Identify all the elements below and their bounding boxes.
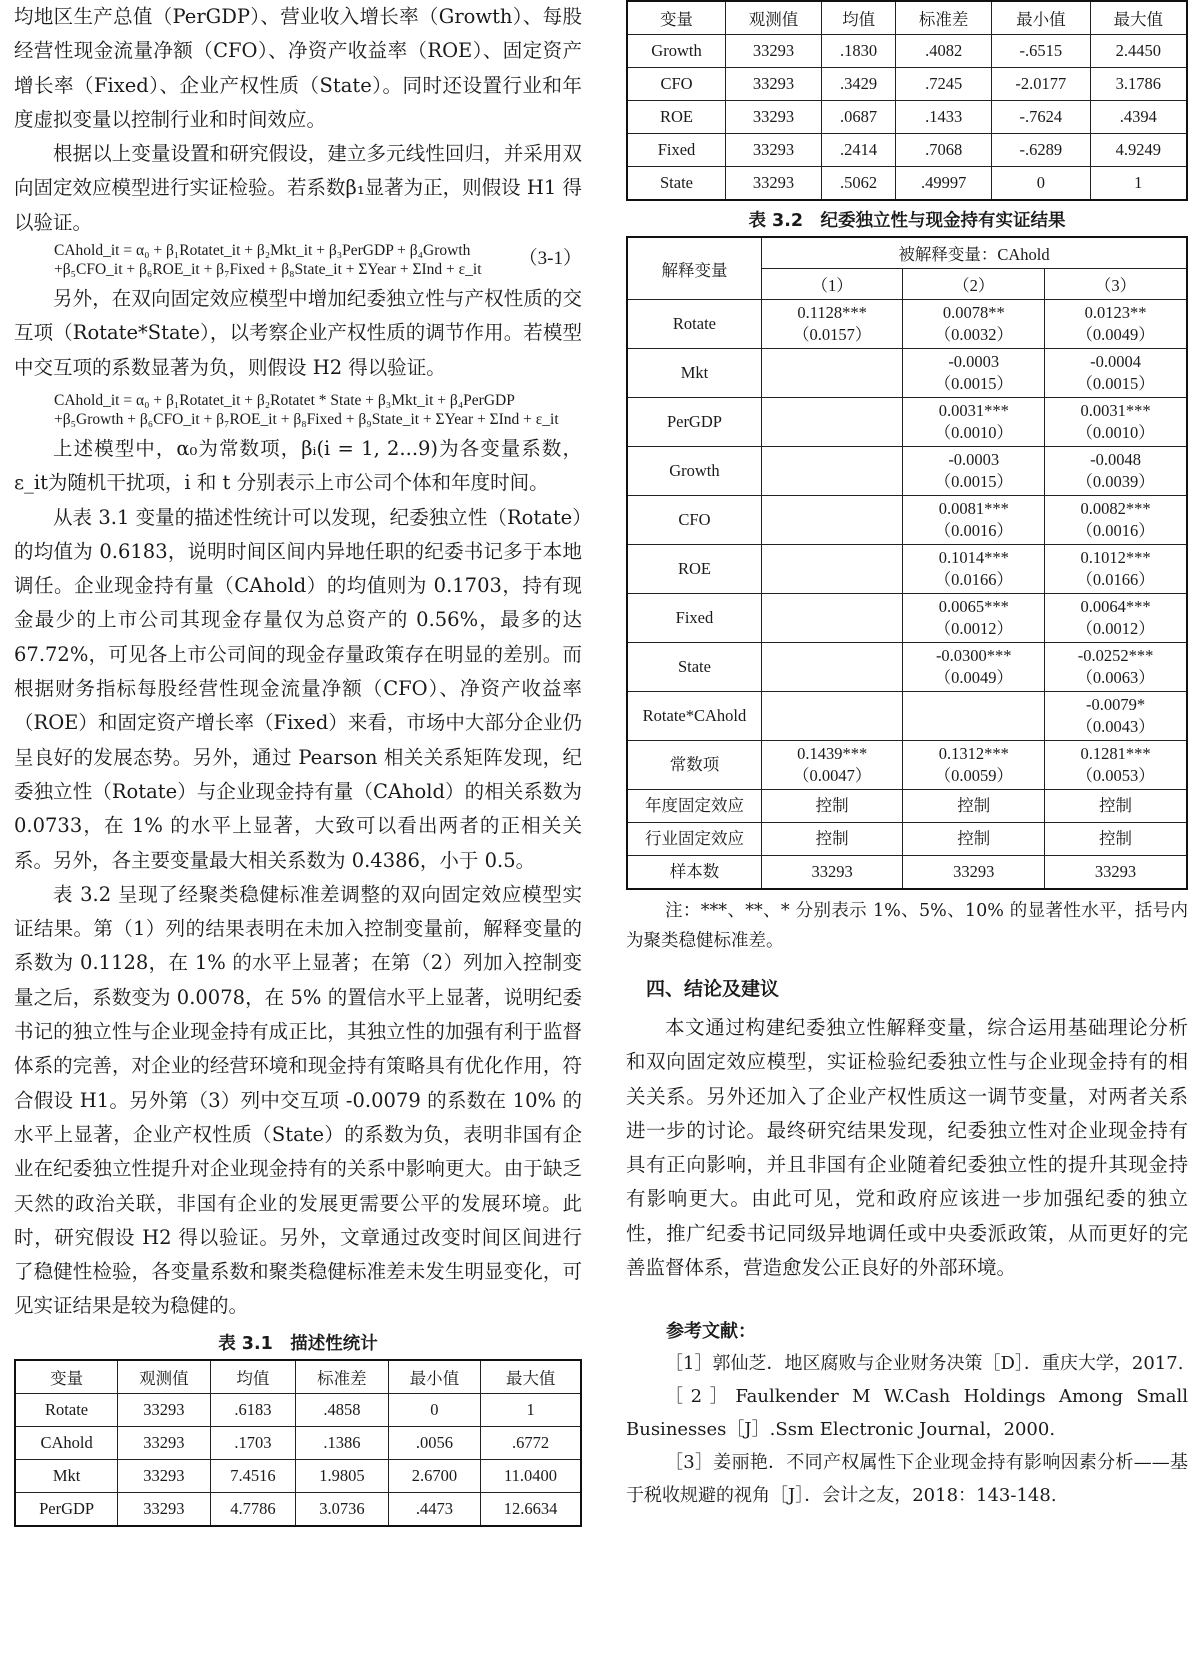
coefficient-cell xyxy=(1045,349,1187,398)
coefficient-cell xyxy=(903,398,1045,447)
variable-name: Growth xyxy=(627,447,761,496)
coefficient-cell xyxy=(903,349,1045,398)
reference-item: ［2］Faulkender M W.Cash Holdings Among Small Businesses［J］.Ssm Electronic Journal，2000. xyxy=(626,1386,1188,1441)
table-cell: 2.4450 xyxy=(1090,35,1187,68)
standard-error: （0.0012） xyxy=(934,619,1013,638)
table-row xyxy=(627,35,1187,68)
table-cell: State xyxy=(627,167,726,201)
table-header: 均值 xyxy=(210,1360,295,1394)
column-header: （1） xyxy=(761,269,903,300)
standard-error: （0.0053） xyxy=(1076,766,1155,785)
standard-error: （0.0010） xyxy=(934,423,1013,442)
standard-error: （0.0047） xyxy=(792,766,872,785)
table-cell: 3.1786 xyxy=(1090,68,1187,101)
group-header: 被解释变量：CAhold xyxy=(761,237,1187,269)
table-cell: 33293 xyxy=(118,1459,210,1492)
equation-3-1 xyxy=(54,241,582,279)
coefficient-value: 0.0081*** xyxy=(938,499,1009,518)
section-title: 四、结论及建议 xyxy=(646,978,780,1000)
table-row xyxy=(627,594,1187,643)
table-cell: .2414 xyxy=(821,134,895,167)
coefficient-value: 0.0065*** xyxy=(938,597,1009,616)
standard-error: （0.0049） xyxy=(1076,325,1155,344)
table-cell: .0056 xyxy=(388,1426,480,1459)
conclusion-paragraph: 本文通过构建纪委独立性解释变量，综合运用基础理论分析和双向固定效应模型，实证检验纪委独立性与企业现金持有的相关关系。另外还加入了企业产权性质这一调节变量，对两者关系进一步的讨论。最终研究结果发现，纪委独立性对企业现金持有具有正向影响，并且非国有企业随着纪委独立性的提升其现金持有影响更大。由此可见，党和政府应该进一步加强纪委的独立性，推广纪委书记同级异地调任或中央委派政策，从而更好的完善监督体系，营造愈发公正良好的外部环境。 xyxy=(626,1016,1188,1280)
table-cell: .0687 xyxy=(821,101,895,134)
table-row xyxy=(627,496,1187,545)
table-cell: CAhold xyxy=(15,1426,118,1459)
table-cell: 33293 xyxy=(761,856,903,890)
coefficient-cell xyxy=(903,496,1045,545)
table-cell: 控制 xyxy=(1045,823,1187,856)
table-cell: .1386 xyxy=(296,1426,388,1459)
standard-error: （0.0010） xyxy=(1076,423,1155,442)
table-cell: 33293 xyxy=(726,68,822,101)
table-header: 最小值 xyxy=(388,1360,480,1394)
coefficient-value: -0.0252*** xyxy=(1077,646,1154,665)
table-cell: Fixed xyxy=(627,134,726,167)
table-cell: .4394 xyxy=(1090,101,1187,134)
standard-error: （0.0016） xyxy=(1076,521,1155,540)
variable-name: 行业固定效应 xyxy=(627,823,761,856)
table-cell: 33293 xyxy=(118,1426,210,1459)
table-row xyxy=(627,856,1187,890)
table-cell: -2.0177 xyxy=(992,68,1090,101)
descriptive-stats-table-continued xyxy=(626,0,1188,201)
table-row xyxy=(627,349,1187,398)
coefficient-cell xyxy=(1045,300,1187,349)
coefficient-value: 0.0082*** xyxy=(1080,499,1151,518)
coefficient-cell xyxy=(761,643,903,692)
table-cell: 0 xyxy=(388,1393,480,1426)
table-row xyxy=(627,68,1187,101)
table-row xyxy=(627,790,1187,823)
table-cell: 33293 xyxy=(1045,856,1187,890)
coefficient-cell xyxy=(1045,447,1187,496)
table-header: 均值 xyxy=(821,1,895,35)
references-title: 参考文献： xyxy=(666,1321,756,1343)
table-row xyxy=(15,1426,581,1459)
coefficient-cell xyxy=(1045,594,1187,643)
table-cell: Rotate xyxy=(15,1393,118,1426)
table-row xyxy=(15,1492,581,1526)
equation-interaction xyxy=(54,391,582,429)
table-cell: 1 xyxy=(1090,167,1187,201)
variable-name: Fixed xyxy=(627,594,761,643)
variable-name: Rotate xyxy=(627,300,761,349)
standard-error: （0.0063） xyxy=(1076,668,1155,687)
coefficient-cell xyxy=(761,741,903,790)
column-header: （2） xyxy=(903,269,1045,300)
coefficient-value: -0.0004 xyxy=(1090,352,1141,371)
coefficient-value: -0.0079* xyxy=(1085,695,1146,714)
standard-error: （0.0166） xyxy=(1076,570,1155,589)
coefficient-value: 0.0031*** xyxy=(938,401,1009,420)
table-note: 注：***、**、* 分别表示 1%、5%、10% 的显著性水平，括号内为聚类稳健标准差。 xyxy=(626,901,1188,951)
table-cell: ROE xyxy=(627,101,726,134)
table-cell: .6183 xyxy=(210,1393,295,1426)
variable-name: PerGDP xyxy=(627,398,761,447)
table-cell: -.6289 xyxy=(992,134,1090,167)
table-row xyxy=(627,167,1187,201)
table-cell: .1830 xyxy=(821,35,895,68)
table-header: 最大值 xyxy=(1090,1,1187,35)
table-row xyxy=(627,447,1187,496)
coefficient-cell xyxy=(761,692,903,741)
coefficient-value: 0.1312*** xyxy=(938,744,1009,763)
coefficient-cell xyxy=(761,496,903,545)
column-header: （3） xyxy=(1045,269,1187,300)
variable-name: 常数项 xyxy=(627,741,761,790)
coefficient-cell xyxy=(761,545,903,594)
table-cell: 1 xyxy=(481,1393,581,1426)
table-cell: .5062 xyxy=(821,167,895,201)
table-row xyxy=(15,1459,581,1492)
table-cell: 3.0736 xyxy=(296,1492,388,1526)
standard-error: （0.0043） xyxy=(1076,717,1155,736)
table-cell: .7245 xyxy=(896,68,992,101)
table-cell: 控制 xyxy=(903,823,1045,856)
coefficient-cell xyxy=(761,349,903,398)
equation-line: +β₅CFO_it + β₆ROE_it + β₇Fixed + β₈State_it + ΣYear + ΣInd + ε_it xyxy=(54,261,482,279)
table-row xyxy=(627,741,1187,790)
body-paragraph: 另外，在双向固定效应模型中增加纪委独立性与产权性质的交互项（Rotate*State），以考察企业产权性质的调节作用。若模型中交互项的系数显著为负，则假设 H2 得以验证。 xyxy=(14,287,582,379)
table-header: 观测值 xyxy=(118,1360,210,1394)
table-cell: .7068 xyxy=(896,134,992,167)
table-cell: 11.0400 xyxy=(481,1459,581,1492)
table-cell: 12.6634 xyxy=(481,1492,581,1526)
table-cell: .49997 xyxy=(896,167,992,201)
table-cell: .6772 xyxy=(481,1426,581,1459)
coefficient-cell xyxy=(903,741,1045,790)
coefficient-cell xyxy=(903,692,1045,741)
coefficient-cell xyxy=(903,447,1045,496)
table-cell: 33293 xyxy=(903,856,1045,890)
coefficient-cell xyxy=(1045,496,1187,545)
equation-line: CAhold_it = α₀ + β₁Rotatet_it + β₂Mkt_it + β₃PerGDP + β₄Growth xyxy=(54,242,471,260)
variable-name: Mkt xyxy=(627,349,761,398)
body-paragraph: 表 3.2 呈现了经聚类稳健标准差调整的双向固定效应模型实证结果。第（1）列的结果表明在未加入控制变量前，解释变量的系数为 0.1128，在 1% 的水平上显著；在第（2）列加入控制变量之后，系数变为 0.0078，在 5% 的置信水平上显著，说明纪委书记的独立性与企业现金持有成正比，其独立性的加强有利于监督体系的完善，对企业的经营环境和现金持有策略具有优化作用，符合假设 H1。另外第（3）列中交互项 -0.0079 的系数在 10% 的水平上显著，企业产权性质（State）的系数为负，表明非国有企业在纪委独立性提升对企业现金持有的关系中影响更大。由于缺乏天然的政治关联，非国有企业的发展更需要公平的发展环境。此时，研究假设 H2 得以验证。另外，文章通过改变时间区间进行了稳健性检验，各变量系数和聚类稳健标准差未发生明显变化，可见实证结果是较为稳健的。 xyxy=(14,882,582,1318)
table-cell: 控制 xyxy=(761,790,903,823)
table-row xyxy=(627,398,1187,447)
table-row xyxy=(627,545,1187,594)
table-cell: 33293 xyxy=(726,101,822,134)
coefficient-value: 0.1014*** xyxy=(938,548,1009,567)
table-cell: .3429 xyxy=(821,68,895,101)
table-header: 最大值 xyxy=(481,1360,581,1394)
table-row xyxy=(627,823,1187,856)
variable-name: CFO xyxy=(627,496,761,545)
table-header: 观测值 xyxy=(726,1,822,35)
table-cell: .1433 xyxy=(896,101,992,134)
coefficient-value: -0.0003 xyxy=(948,450,1000,469)
coefficient-cell xyxy=(903,545,1045,594)
coefficient-cell xyxy=(1045,741,1187,790)
table-cell: 33293 xyxy=(726,134,822,167)
table-header: 变量 xyxy=(15,1360,118,1394)
table-cell: CFO xyxy=(627,68,726,101)
standard-error: （0.0059） xyxy=(934,766,1013,785)
coefficient-value: 0.1439*** xyxy=(797,744,868,763)
coefficient-cell xyxy=(1045,398,1187,447)
variable-name: 年度固定效应 xyxy=(627,790,761,823)
table-header: 标准差 xyxy=(296,1360,388,1394)
variable-name: ROE xyxy=(627,545,761,594)
coefficient-cell xyxy=(903,300,1045,349)
standard-error: （0.0012） xyxy=(1076,619,1155,638)
table-cell: -.6515 xyxy=(992,35,1090,68)
variable-name: Rotate*CAhold xyxy=(627,692,761,741)
equation-number: （3-1） xyxy=(518,248,582,270)
table-cell: 33293 xyxy=(726,167,822,201)
reference-item: ［3］姜丽艳．不同产权属性下企业现金持有影响因素分析——基于税收规避的视角［J］．会计之友，2018：143-148. xyxy=(626,1452,1188,1507)
coefficient-cell xyxy=(1045,692,1187,741)
coefficient-cell xyxy=(903,643,1045,692)
table-row xyxy=(627,643,1187,692)
table-cell: 33293 xyxy=(726,35,822,68)
table-caption: 表 3.1 描述性统计 xyxy=(218,1333,378,1354)
standard-error: （0.0157） xyxy=(792,325,872,344)
table-header: 变量 xyxy=(627,1,726,35)
regression-results-table xyxy=(626,236,1188,890)
table-cell: Mkt xyxy=(15,1459,118,1492)
coefficient-value: 0.0078** xyxy=(942,303,1005,322)
body-paragraph: 根据以上变量设置和研究假设，建立多元线性回归，并采用双向固定效应模型进行实证检验。若系数β₁显著为正，则假设 H1 得以验证。 xyxy=(14,142,582,234)
variable-name: State xyxy=(627,643,761,692)
coefficient-value: 0.1281*** xyxy=(1080,744,1151,763)
coefficient-value: 0.0123** xyxy=(1084,303,1147,322)
table-cell: .1703 xyxy=(210,1426,295,1459)
variable-name: 样本数 xyxy=(627,856,761,890)
standard-error: （0.0049） xyxy=(934,668,1013,687)
standard-error: （0.0015） xyxy=(934,472,1013,491)
equation-line: CAhold_it = α₀ + β₁Rotatet_it + β₂Rotatet * State + β₃Mkt_it + β₄PerGDP xyxy=(54,391,515,409)
coefficient-cell xyxy=(761,398,903,447)
table-row xyxy=(627,692,1187,741)
coefficient-value: -0.0003 xyxy=(948,352,1000,371)
coefficient-value: 0.0064*** xyxy=(1080,597,1151,616)
standard-error: （0.0039） xyxy=(1076,472,1155,491)
table-cell: 4.7786 xyxy=(210,1492,295,1526)
coefficient-cell xyxy=(903,594,1045,643)
body-paragraph: 从表 3.1 变量的描述性统计可以发现，纪委独立性（Rotate）的均值为 0.6183，说明时间区间内异地任职的纪委书记多于本地调任。企业现金持有量（CAhold）的均值则为 0.1703，持有现金最少的上市公司其现金存量仅为总资产的 0.56%，最多的达 67.72%，可见各上市公司间的现金存量政策存在明显的差别。而根据财务指标每股经营性现金流量净额（CFO）、净资产收益率（ROE）和固定资产增长率（Fixed）来看，市场中大部分企业仍呈良好的发展态势。另外，通过 Pearson 相关关系矩阵发现，纪委独立性（Rotate）与企业现金持有量（CAhold）的相关系数为 0.0733，在 1% 的水平上显著，大致可以看出两者的正相关关系。另外，各主要变量最大相关系数为 0.4386，小于 0.5。 xyxy=(14,505,582,872)
coefficient-cell xyxy=(1045,643,1187,692)
table-header: 最小值 xyxy=(992,1,1090,35)
table-cell: 控制 xyxy=(903,790,1045,823)
table-cell: -.7624 xyxy=(992,101,1090,134)
table-cell: 7.4516 xyxy=(210,1459,295,1492)
row-header: 解释变量 xyxy=(627,237,761,300)
table-cell: 控制 xyxy=(1045,790,1187,823)
table-cell: 4.9249 xyxy=(1090,134,1187,167)
body-paragraph: 上述模型中，α₀为常数项，βᵢ(i = 1, 2...9)为各变量系数，ε_it为随机干扰项，i 和 t 分别表示上市公司个体和年度时间。 xyxy=(14,436,582,495)
standard-error: （0.0166） xyxy=(934,570,1013,589)
body-paragraph: 均地区生产总值（PerGDP）、营业收入增长率（Growth）、每股经营性现金流量净额（CFO）、净资产收益率（ROE）、固定资产增长率（Fixed）、企业产权性质（State）。同时还设置行业和年度虚拟变量以控制行业和时间效应。 xyxy=(14,5,582,131)
coefficient-value: 0.0031*** xyxy=(1080,401,1151,420)
standard-error: （0.0016） xyxy=(934,521,1013,540)
coefficient-cell xyxy=(1045,545,1187,594)
table-cell: 2.6700 xyxy=(388,1459,480,1492)
table-cell: Growth xyxy=(627,35,726,68)
standard-error: （0.0015） xyxy=(1076,374,1155,393)
standard-error: （0.0032） xyxy=(934,325,1013,344)
table-cell: 0 xyxy=(992,167,1090,201)
coefficient-value: 0.1128*** xyxy=(797,303,867,322)
table-cell: 33293 xyxy=(118,1393,210,1426)
table-cell: PerGDP xyxy=(15,1492,118,1526)
coefficient-value: -0.0048 xyxy=(1090,450,1141,469)
table-cell: .4082 xyxy=(896,35,992,68)
table-cell: .4473 xyxy=(388,1492,480,1526)
table-caption: 表 3.2 纪委独立性与现金持有实证结果 xyxy=(748,211,1066,231)
coefficient-cell xyxy=(761,300,903,349)
table-row xyxy=(627,101,1187,134)
reference-item: ［1］郭仙芝．地区腐败与企业财务决策［D］．重庆大学，2017. xyxy=(665,1353,1184,1375)
coefficient-cell xyxy=(761,594,903,643)
coefficient-value: -0.0300*** xyxy=(935,646,1012,665)
table-cell: 33293 xyxy=(118,1492,210,1526)
table-cell: 控制 xyxy=(761,823,903,856)
standard-error: （0.0015） xyxy=(934,374,1013,393)
equation-line: +β₅Growth + β₆CFO_it + β₇ROE_it + β₈Fixed + β₉State_it + ΣYear + ΣInd + ε_it xyxy=(54,410,559,428)
table-row xyxy=(627,300,1187,349)
table-row xyxy=(15,1393,581,1426)
table-cell: .4858 xyxy=(296,1393,388,1426)
coefficient-cell xyxy=(761,447,903,496)
table-row xyxy=(627,134,1187,167)
left-column xyxy=(14,0,582,1527)
coefficient-value: 0.1012*** xyxy=(1080,548,1151,567)
table-cell: 1.9805 xyxy=(296,1459,388,1492)
right-column xyxy=(626,0,1188,1512)
descriptive-stats-table xyxy=(14,1359,582,1527)
table-header: 标准差 xyxy=(896,1,992,35)
